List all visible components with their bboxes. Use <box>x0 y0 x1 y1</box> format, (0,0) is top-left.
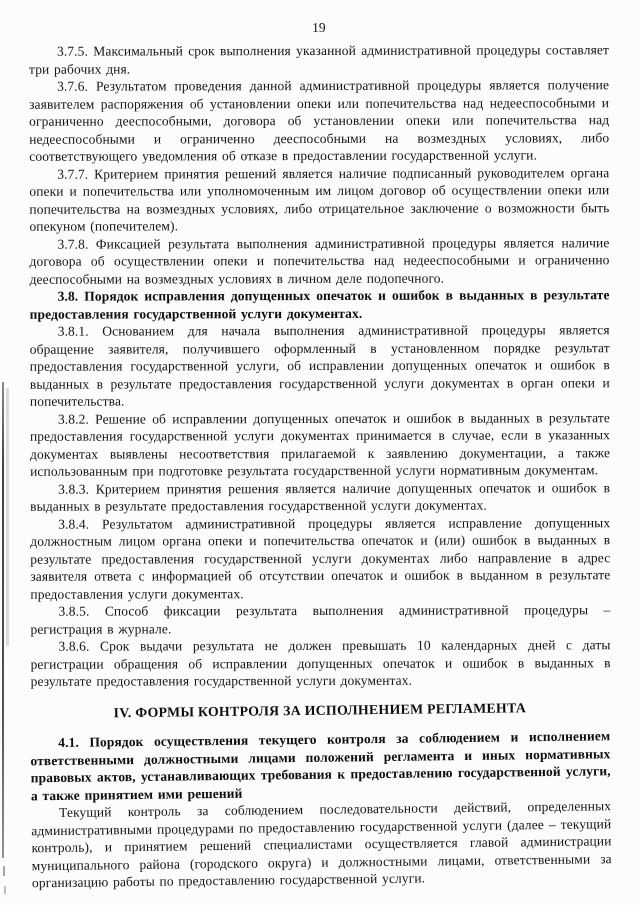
paragraph-3-7-5: 3.7.5. Максимальный срок выполнения указанной административной процедуры составляет три рабочих дня. <box>28 42 609 77</box>
heading-4-1: 4.1. Порядок осуществления текущего контроля за соблюдением и исполнением ответственными должностными лицами положений регламента и иных нормативных правовых актов, устанавливающих требования к предоставлению государственной услуги, а также принятием ими решений <box>30 727 611 803</box>
paragraph-3-7-7: 3.7.7. Критерием принятия решений является наличие подписанный руководителем органа опеки и попечительства или уполномоченным им лицом договор об осуществлении опеки или попечительства на возмездных условиях, либо отрицательное заключение о возможности быть опекуном (попечителем). <box>29 164 610 234</box>
heading-3-8: 3.8. Порядок исправления допущенных опечаток и ошибок в выданных в результате предоставления государственной услуги документах. <box>29 287 610 322</box>
paragraph-3-7-6: 3.7.6. Результатом проведения данной административной процедуры является получение заявителем распоряжения об установлении опеки или попечительства над недееспособными и ограниченно дееспособными, договора об установлении опеки или попечительства над недееспособными и ограниченно дееспособными на возмездных условиях, либо соответствующего уведомления об отказе в предоставлении государственной услуги. <box>29 77 610 164</box>
paragraph-3-7-8: 3.7.8. Фиксацией результата выполнения административной процедуры является наличие договора об осуществлении опеки и попечительства над недееспособными и ограниченно дееспособными на возмездных условиях в личном деле подопечного. <box>29 234 610 287</box>
paragraph-current-control: Текущий контроль за соблюдением последовательности действий, определенных административными процедурами по предоставлению государственной услуги (далее – текущий контроль), и принятием решений специалистами осуществляется главой администрации муниципального района (городского округа) и должностными лицами, ответственными за организацию работы по предоставлению государственной услуги. <box>31 797 612 890</box>
section-iv-block <box>30 698 612 892</box>
page-number: 19 <box>312 19 326 36</box>
paragraph-3-8-3: 3.8.3. Критерием принятия решения является наличие допущенных опечаток и ошибок в выданных в результате предоставления государственной услуги документах. <box>30 479 611 514</box>
paragraph-3-8-4: 3.8.4. Результатом административной процедуры является исправление допущенных должностным лицом органа опеки и попечительства опечаток и (или) ошибок в выданных в результате предоставления государственной услуги документах либо направление в адрес заявителя ответа с информацией об отсутствии опечаток и ошибок в выданном в результате предоставления услуги документах. <box>30 514 611 602</box>
section-title-iv: IV. ФОРМЫ КОНТРОЛЯ ЗА ИСПОЛНЕНИЕМ РЕГЛАМЕНТА <box>113 699 527 720</box>
paragraph-3-8-1: 3.8.1. Основанием для начала выполнения административной процедуры является обращение заявителя, получившего оформленный в установленном порядке результат предоставления государственной услуги, об исправлении допущенных опечаток и ошибок в выданных в результате предоставления государственной услуги документах в орган опеки и попечительства. <box>29 322 610 409</box>
paragraph-3-8-5: 3.8.5. Способ фиксации результата выполнения административной процедуры – регистрация в журнале. <box>30 602 611 637</box>
paragraph-3-8-2: 3.8.2. Решение об исправлении допущенных опечаток и ошибок в выданных в результате предоставления государственной услуги документах принимается в случае, если в указанных документах выявлены несоответствия прилагаемой к заявлению документации, а также использованным при подготовке результата государственной услуги нормативным документам. <box>29 409 611 479</box>
paragraph-3-8-6: 3.8.6. Срок выдачи результата не должен превышать 10 календарных дней с даты регистрации обращения об исправлении допущенных опечаток и ошибок в выданных в результате предоставления государственной услуги документах. <box>30 637 611 689</box>
